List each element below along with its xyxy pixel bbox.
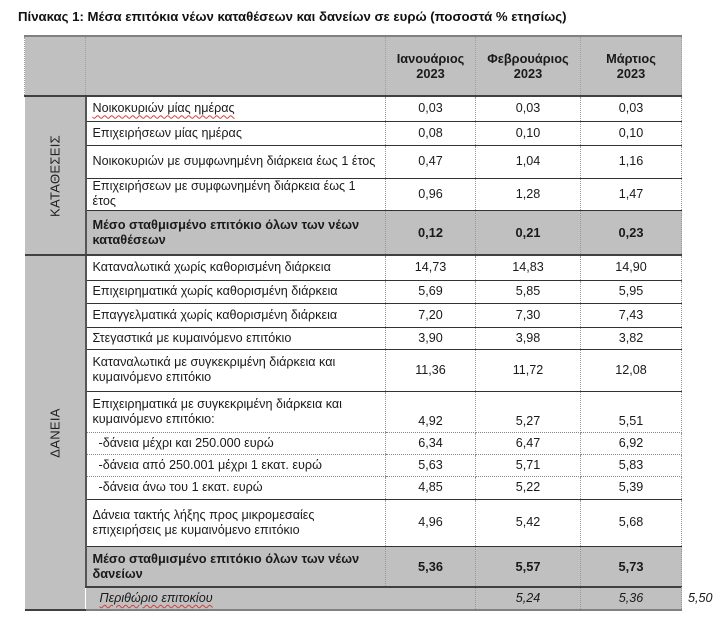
header-blank-category xyxy=(25,36,86,96)
cell-value: 6,47 xyxy=(476,432,581,454)
table-row xyxy=(25,476,682,499)
year-label: 2023 xyxy=(416,66,445,81)
category-label: ΔΑΝΕΙΑ xyxy=(47,407,62,458)
cell-value: 5,51 xyxy=(581,391,682,432)
cell-value: 5,69 xyxy=(386,280,476,303)
table-row xyxy=(25,145,682,178)
cell-value: 6,34 xyxy=(386,432,476,454)
cell-value: 5,83 xyxy=(581,454,682,476)
interest-rates-table xyxy=(24,35,713,611)
category-deposits xyxy=(25,96,86,255)
interest-margin-row: Περιθώριο επιτοκίου 5,24 5,36 5,50 xyxy=(25,587,682,610)
table-row xyxy=(25,280,682,303)
cell-value: 0,10 xyxy=(476,121,581,145)
header-row xyxy=(25,36,682,96)
cell-value: 0,96 xyxy=(386,178,476,210)
cell-value: 11,72 xyxy=(476,349,581,391)
category-label: ΚΑΤΑΘΕΣΕΙΣ xyxy=(47,134,62,217)
row-label: -δάνεια μέχρι και 250.000 ευρώ xyxy=(86,432,386,454)
cell-value: 0,23 xyxy=(581,210,682,255)
row-label: -δάνεια από 250.001 μέχρι 1 εκατ. ευρώ xyxy=(86,454,386,476)
table-row xyxy=(25,121,682,145)
cell-value: 5,95 xyxy=(581,280,682,303)
cell-value: 4,96 xyxy=(386,499,476,546)
cell-value: 5,27 xyxy=(476,391,581,432)
row-label xyxy=(86,587,476,610)
row-label xyxy=(86,255,386,280)
cell-value: 7,30 xyxy=(476,303,581,327)
cell-value: 5,63 xyxy=(386,454,476,476)
column-header-mar xyxy=(581,36,682,96)
cell-value: 5,71 xyxy=(476,454,581,476)
row-label: Δάνεια τακτής λήξης προς μικρομεσαίες επιχειρήσεις με κυμαινόμενο επιτόκιο xyxy=(86,499,386,546)
cell-value: 0,03 xyxy=(581,96,682,121)
row-label: Μέσο σταθμισμένο επιτόκιο όλων των νέων καταθέσεων xyxy=(86,210,386,255)
cell-value: 6,92 xyxy=(581,432,682,454)
cell-value: 7,43 xyxy=(581,303,682,327)
table-row xyxy=(25,454,682,476)
cell-value: 5,57 xyxy=(476,546,581,587)
year-label: 2023 xyxy=(513,66,543,81)
row-label: Στεγαστικά με κυμαινόμενο επιτόκιο xyxy=(86,327,386,349)
year-label: 2023 xyxy=(616,66,646,81)
cell-value: 0,12 xyxy=(386,210,476,255)
cell-value: 0,03 xyxy=(476,96,581,121)
column-header-jan xyxy=(386,36,476,96)
cell-value: 5,36 xyxy=(581,587,682,610)
table-title: Πίνακας 1: Μέσα επιτόκια νέων καταθέσεων και δανείων σε ευρώ (ποσοστά % ετησίως) xyxy=(18,9,567,24)
cell-value: 1,28 xyxy=(476,178,581,210)
table-row xyxy=(25,178,682,210)
table-row xyxy=(25,432,682,454)
cell-value: 1,16 xyxy=(581,145,682,178)
cell-value: 0,03 xyxy=(386,96,476,121)
column-header-feb xyxy=(476,36,581,96)
table-row xyxy=(25,255,682,280)
cell-value: 7,20 xyxy=(386,303,476,327)
table-row xyxy=(25,327,682,349)
cell-value: 3,82 xyxy=(581,327,682,349)
cell-value: 0,47 xyxy=(386,145,476,178)
row-label: -δάνεια άνω του 1 εκατ. ευρώ xyxy=(86,476,386,499)
cell-value: 4,85 xyxy=(386,476,476,499)
cell-value: 11,36 xyxy=(386,349,476,391)
header-blank-label xyxy=(86,36,386,96)
row-label xyxy=(86,96,386,121)
cell-value: 1,04 xyxy=(476,145,581,178)
month-label: Ιανουάριος xyxy=(396,51,465,66)
cell-value: 0,08 xyxy=(386,121,476,145)
cell-value: 14,90 xyxy=(581,255,682,280)
cell-value: 5,36 xyxy=(386,546,476,587)
cell-value: 3,90 xyxy=(386,327,476,349)
cell-value: 14,83 xyxy=(476,255,581,280)
cell-value: 4,92 xyxy=(386,391,476,432)
table-row xyxy=(25,349,682,391)
cell-value: 3,98 xyxy=(476,327,581,349)
cell-value: 12,08 xyxy=(581,349,682,391)
row-label-text: Καταναλωτικά χωρίς καθορισμένη διάρκεια xyxy=(92,260,331,275)
month-label: Φεβρουάριος xyxy=(487,51,569,66)
cell-value: 14,73 xyxy=(386,255,476,280)
cell-value: 5,24 xyxy=(476,587,581,610)
month-label: Μάρτιος xyxy=(606,51,656,66)
row-label: Επιχειρηματικά με συγκεκριμένη διάρκεια και κυμαινόμενο επιτόκιο: xyxy=(86,391,386,432)
cell-value: 5,22 xyxy=(476,476,581,499)
row-label: Μέσο σταθμισμένο επιτόκιο όλων των νέων δανείων xyxy=(86,546,386,587)
table-row xyxy=(25,96,682,121)
table-row xyxy=(25,303,682,327)
row-label: Επιχειρήσεων με συμφωνημένη διάρκεια έως 1 έτος xyxy=(86,178,386,210)
cell-value: 0,21 xyxy=(476,210,581,255)
loans-average-row xyxy=(25,546,682,587)
cell-value: 5,85 xyxy=(476,280,581,303)
deposits-average-row xyxy=(25,210,682,255)
cell-value: 5,68 xyxy=(581,499,682,546)
category-loans xyxy=(25,255,86,610)
cell-value: 1,47 xyxy=(581,178,682,210)
row-label xyxy=(86,121,386,145)
cell-value: 0,10 xyxy=(581,121,682,145)
row-label: Επιχειρηματικά χωρίς καθορισμένη διάρκεια xyxy=(86,280,386,303)
row-label: Νοικοκυριών με συμφωνημένη διάρκεια έως 1 έτος xyxy=(86,145,386,178)
table-row xyxy=(25,391,682,432)
cell-value: 5,39 xyxy=(581,476,682,499)
row-label: Επαγγελματικά χωρίς καθορισμένη διάρκεια xyxy=(86,303,386,327)
row-label: Καταναλωτικά με συγκεκριμένη διάρκεια και κυμαινόμενο επιτόκιο xyxy=(86,349,386,391)
row-label-text: Περιθώριο επιτοκίου xyxy=(99,591,213,605)
cell-value: 5,42 xyxy=(476,499,581,546)
row-label-text: Επιχειρήσεων μίας ημέρας xyxy=(92,125,242,140)
row-label-text: Νοικοκυριών μίας ημέρας xyxy=(92,101,235,116)
cell-value: 5,73 xyxy=(581,546,682,587)
table-row xyxy=(25,499,682,546)
